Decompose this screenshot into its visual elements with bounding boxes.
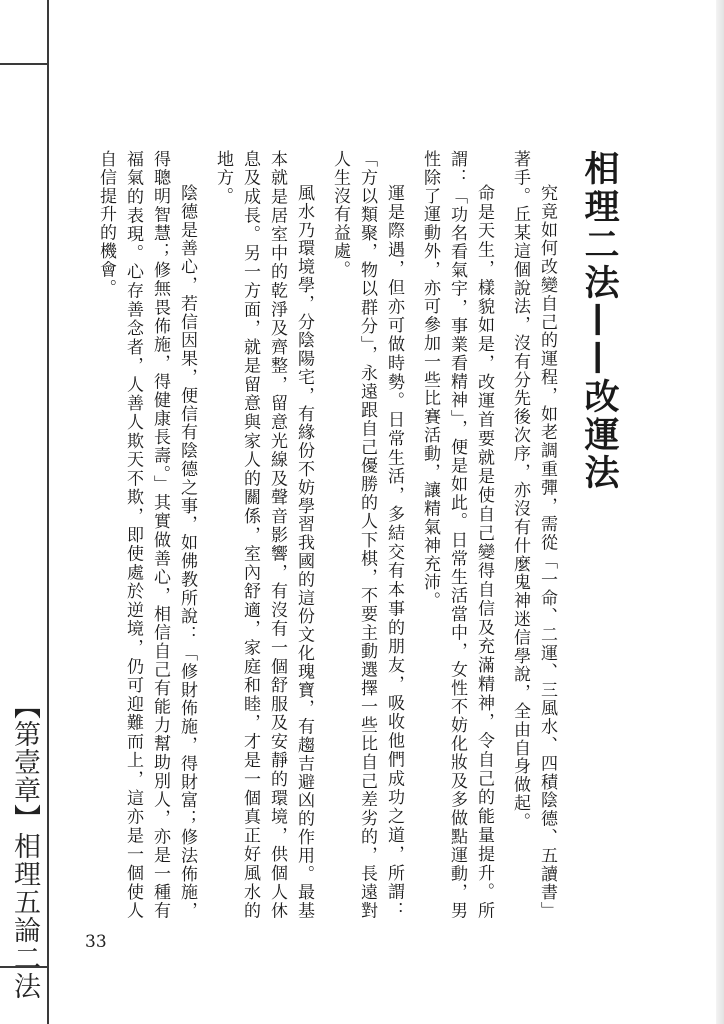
paragraph-fengshui: 風水乃環境學，分陰陽宅，有緣份不妨學習我國的這份文化瑰寶，有趨吉避凶的作用。最基本就是居室中的乾淨及齊整，留意光線及聲音影響，有沒有一個舒服及安靜的環境，供個人休息及成長。另一方面，就是留意與家人的關係，室內舒適，家庭和睦，才是一個真正好風水的地方。 (213, 150, 314, 920)
chapter-label: 【第壹章】相理五論二法 (9, 692, 40, 1000)
paragraph-luck: 運是際遇，但亦可做時勢。日常生活，多結交有本事的朋友，吸收他們成功之道，所謂：「方以類聚，物以群分」，永遠跟自己優勝的人下棋，不要主動選擇一些比自己差劣的，長遠對人生沒有益處。 (330, 150, 404, 920)
frame-rule-top (0, 63, 49, 65)
article-title: 相理二法——改運法 (579, 150, 619, 492)
page-number: 33 (85, 932, 107, 952)
paragraph-merit: 陰德是善心，若信因果，便信有陰德之事，如佛教所說：「修財佈施，得財富；修法佈施，得聰明智慧；修無畏佈施，得健康長壽。」其實做善心，相信自己有能力幫助別人，亦是一種有福氣的表現。心存善念者，人善人欺天不欺，即使處於逆境，仍可迎難而上，這亦是一個使人自信提升的機會。 (96, 150, 197, 920)
article-body (92, 150, 624, 920)
frame-rule-vertical (47, 0, 49, 1024)
paragraph-fate: 命是天生，樣貌如是，改運首要就是使自己變得自信及充滿精神，令自己的能量提升。所謂：「功名看氣宇，事業看精神」，便是如此。日常生活當中，女性不妨化妝及多做點運動，男性除了運動外，亦可參加一些比賽活動，讓精氣神充沛。 (420, 150, 494, 920)
scan-edge (716, 0, 724, 1024)
paragraph-intro: 究竟如何改變自己的運程，如老調重彈，需從「一命、二運、三風水、四積陰德、五讀書」著手。丘某這個說法，沒有分先後次序，亦沒有什麼鬼神迷信學說，全由自身做起。 (510, 150, 557, 920)
